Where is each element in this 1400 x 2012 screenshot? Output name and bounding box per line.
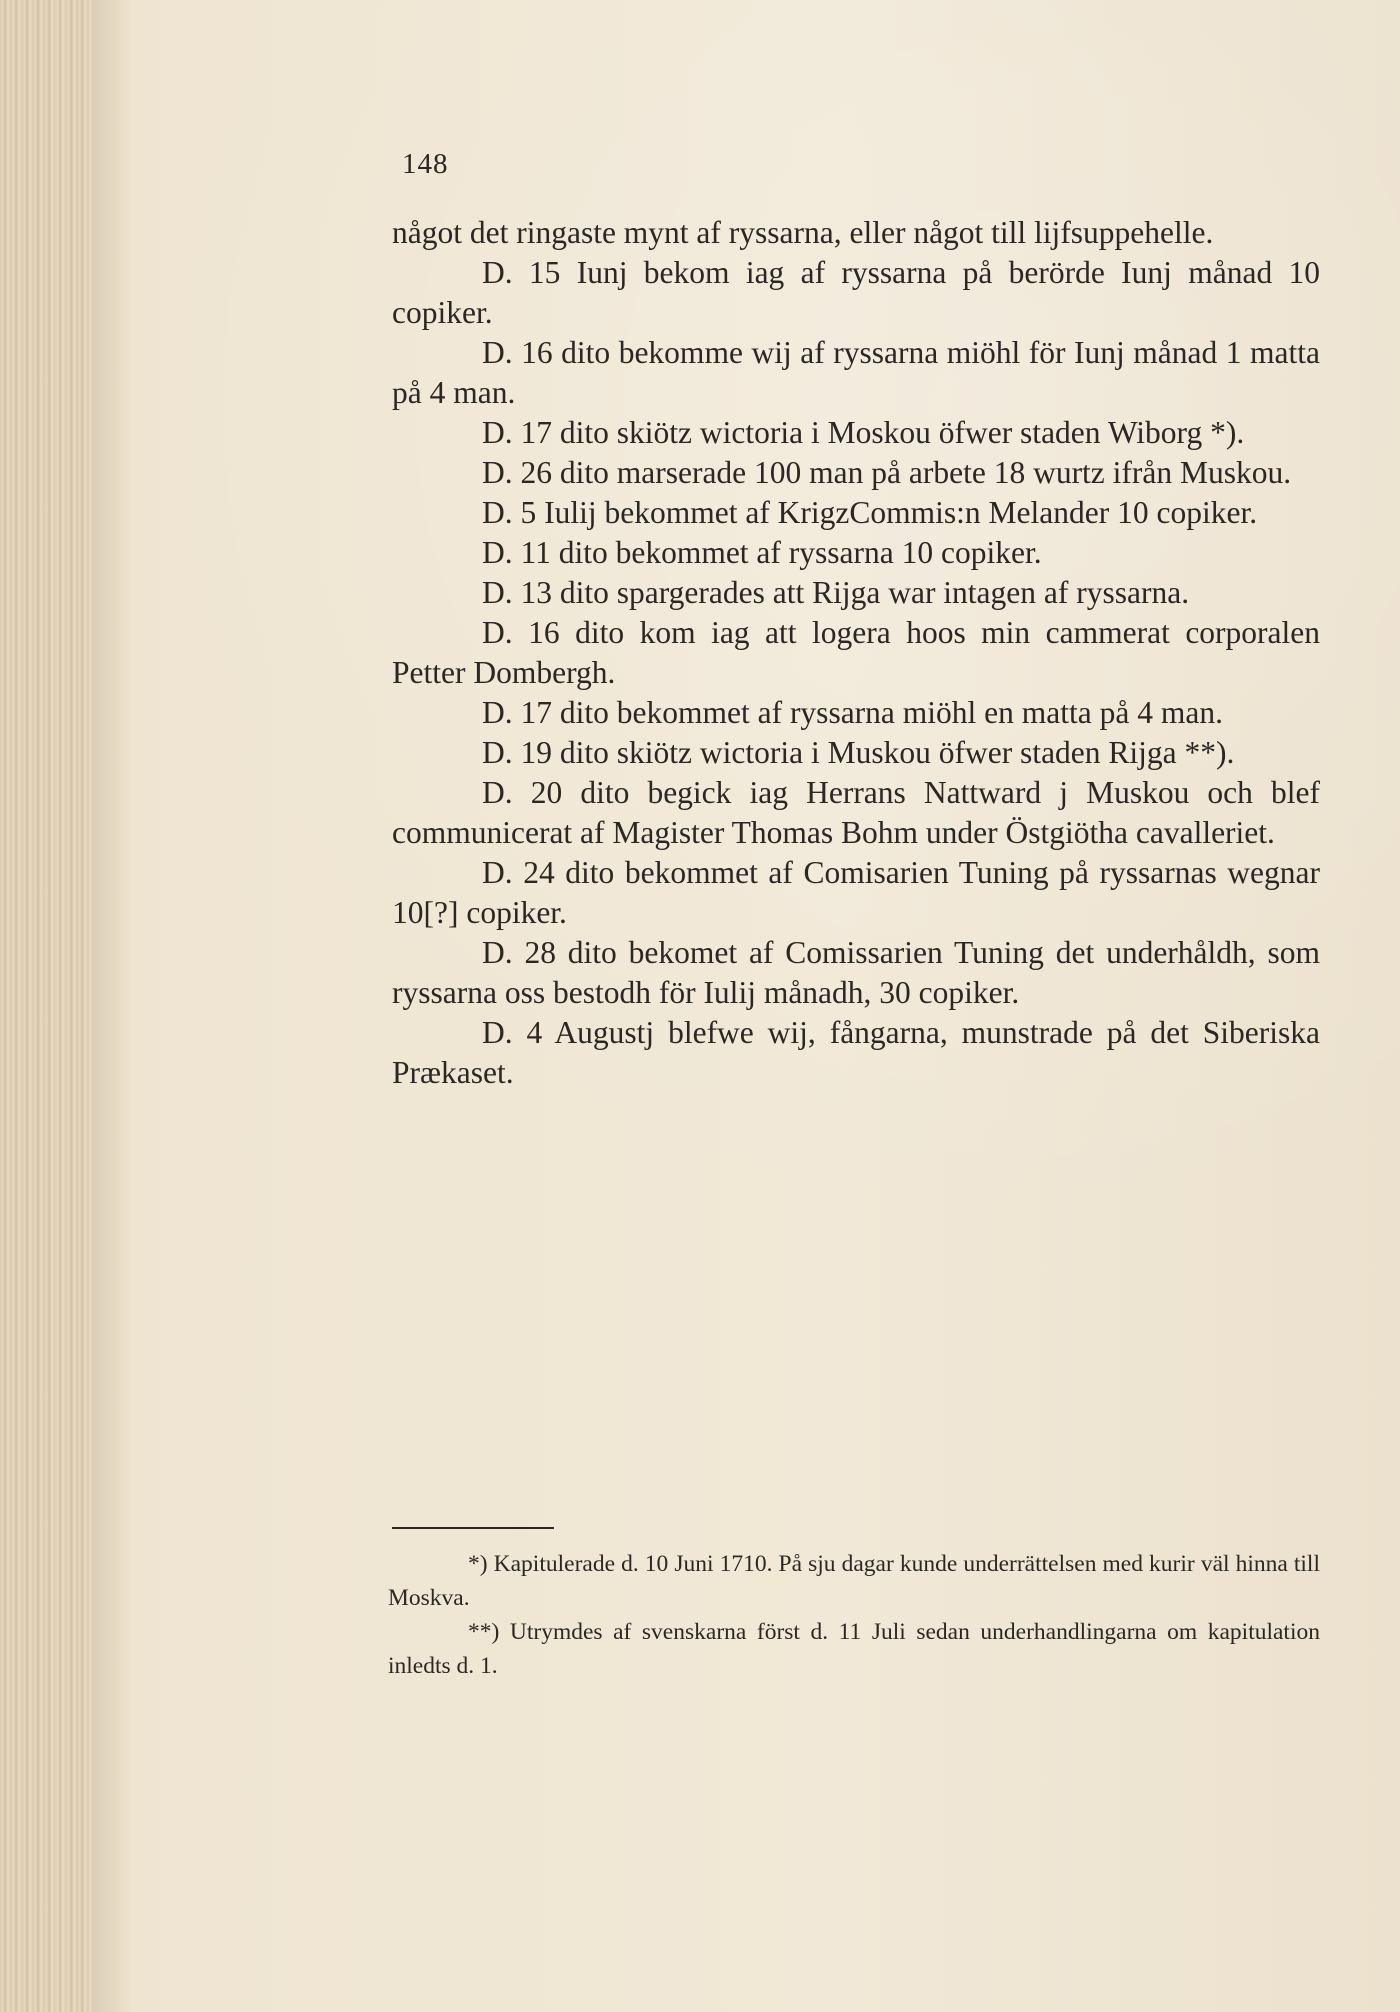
footnote: *) Kapitulerade d. 10 Juni 1710. På sju dagar kunde underrättelsen med kurir väl hinna till Moskva.	[388, 1551, 1320, 1611]
page-binding-edge	[0, 0, 92, 2012]
footnotes	[388, 1547, 1320, 1683]
footnote-rule	[392, 1527, 554, 1529]
paragraph: D. 17 dito bekommet af ryssarna miöhl en matta på 4 man.	[482, 695, 1223, 730]
paragraph: D. 13 dito spargerades att Rijga war intagen af ryssarna.	[482, 575, 1190, 610]
paragraph: D. 17 dito skiötz wictoria i Moskou öfwer staden Wiborg *).	[482, 415, 1245, 450]
paragraph: D. 11 dito bekommet af ryssarna 10 copiker.	[482, 535, 1042, 570]
paragraph: D. 16 dito kom iag att logera hoos min cammerat corporalen Petter Dombergh.	[392, 615, 1320, 690]
binding-shadow	[92, 0, 132, 2012]
paragraph: D. 4 Augustj blefwe wij, fångarna, munstrade på det Siberiska Prækaset.	[392, 1015, 1320, 1090]
paragraph: D. 15 Iunj bekom iag af ryssarna på berörde Iunj månad 10 copiker.	[392, 255, 1320, 330]
paragraph: D. 24 dito bekommet af Comisarien Tuning på ryssarnas wegnar 10[?] copiker.	[392, 855, 1320, 930]
paragraph: D. 5 Iulij bekommet af KrigzCommis:n Melander 10 copiker.	[482, 495, 1258, 530]
paragraph: D. 19 dito skiötz wictoria i Muskou öfwer staden Rijga **).	[482, 735, 1235, 770]
paragraph: D. 26 dito marserade 100 man på arbete 18 wurtz ifrån Muskou.	[482, 455, 1292, 490]
footnote: **) Utrymdes af svenskarna först d. 11 Juli sedan underhandlingarna om kapitulation inledts d. 1.	[388, 1619, 1320, 1679]
paragraph: D. 20 dito begick iag Herrans Nattward j Muskou och blef communicerat af Magister Thomas Bohm under Östgiötha cavalleriet.	[392, 775, 1320, 850]
paragraph: D. 28 dito bekomet af Comissarien Tuning det underhåldh, som ryssarna oss bestodh för Iulij månadh, 30 copiker.	[392, 935, 1320, 1010]
page-number: 148	[402, 148, 449, 180]
main-text	[392, 213, 1320, 1093]
paragraph: något det ringaste mynt af ryssarna, eller något till lijfsuppehelle.	[392, 215, 1214, 250]
paragraph: D. 16 dito bekomme wij af ryssarna miöhl för Iunj månad 1 matta på 4 man.	[392, 335, 1320, 410]
